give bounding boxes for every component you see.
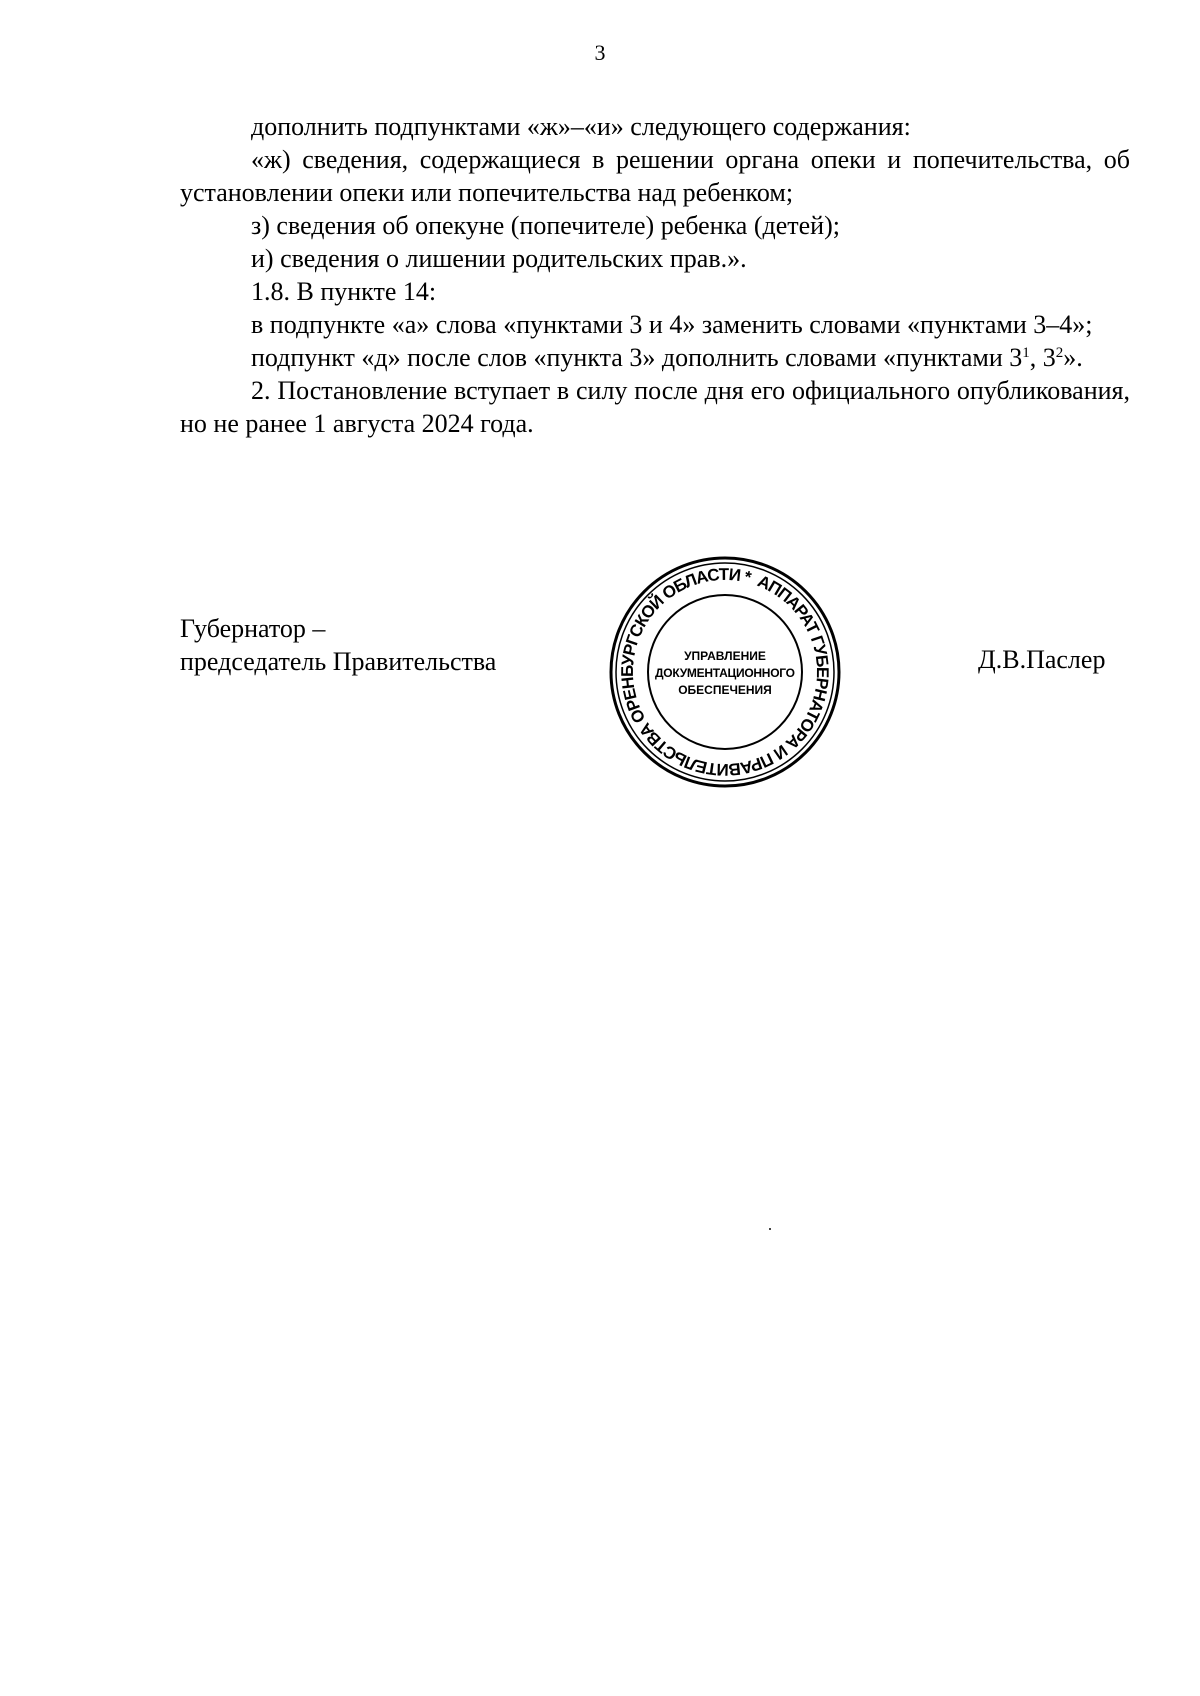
paragraph: 1.8. В пункте 14: bbox=[251, 277, 437, 306]
position-line: председатель Правительства bbox=[180, 647, 497, 676]
paragraph-text: ». bbox=[1063, 343, 1083, 372]
superscript: 1 bbox=[1022, 345, 1030, 361]
stamp-center-text: УПРАВЛЕНИЕ bbox=[684, 649, 766, 663]
stamp-ring-text: АППАРАТ ГУБЕРНАТОРА И ПРАВИТЕЛЬСТВА ОРЕНБУРГСКОЙ ОБЛАСТИ * bbox=[617, 564, 833, 780]
paragraph-text: , 3 bbox=[1029, 343, 1056, 372]
paragraph: 2. Постановление вступает в силу после дня его официального опубликования, но не ранее 1 августа 2024 года. bbox=[180, 376, 1130, 438]
stamp-center-text: ОБЕСПЕЧЕНИЯ bbox=[678, 683, 772, 697]
signatory-name: Д.В.Паслер bbox=[978, 645, 1106, 674]
paragraph-text: подпункт «д» после слов «пункта 3» дополнить словами «пунктами 3 bbox=[251, 343, 1023, 372]
stamp-center-text: ДОКУМЕНТАЦИОННОГО bbox=[655, 666, 795, 680]
paragraph: и) сведения о лишении родительских прав.». bbox=[251, 244, 747, 273]
position-line: Губернатор – bbox=[180, 614, 326, 643]
superscript: 2 bbox=[1055, 345, 1064, 361]
paragraph: з) сведения об опекуне (попечителе) ребенка (детей); bbox=[251, 211, 840, 240]
paragraph: «ж) сведения, содержащиеся в решении органа опеки и попечительства, об установлении опеки или попечительства над ребенком; bbox=[180, 145, 1130, 207]
scan-speck bbox=[769, 1228, 771, 1230]
signatory-position bbox=[180, 612, 496, 678]
paragraph bbox=[180, 341, 1130, 374]
page-number: 3 bbox=[594, 40, 606, 65]
document-body bbox=[180, 110, 1130, 440]
official-stamp bbox=[605, 552, 845, 792]
paragraph: в подпункте «а» слова «пунктами 3 и 4» заменить словами «пунктами 3–4»; bbox=[251, 310, 1093, 339]
paragraph: дополнить подпунктами «ж»–«и» следующего содержания: bbox=[251, 112, 911, 141]
